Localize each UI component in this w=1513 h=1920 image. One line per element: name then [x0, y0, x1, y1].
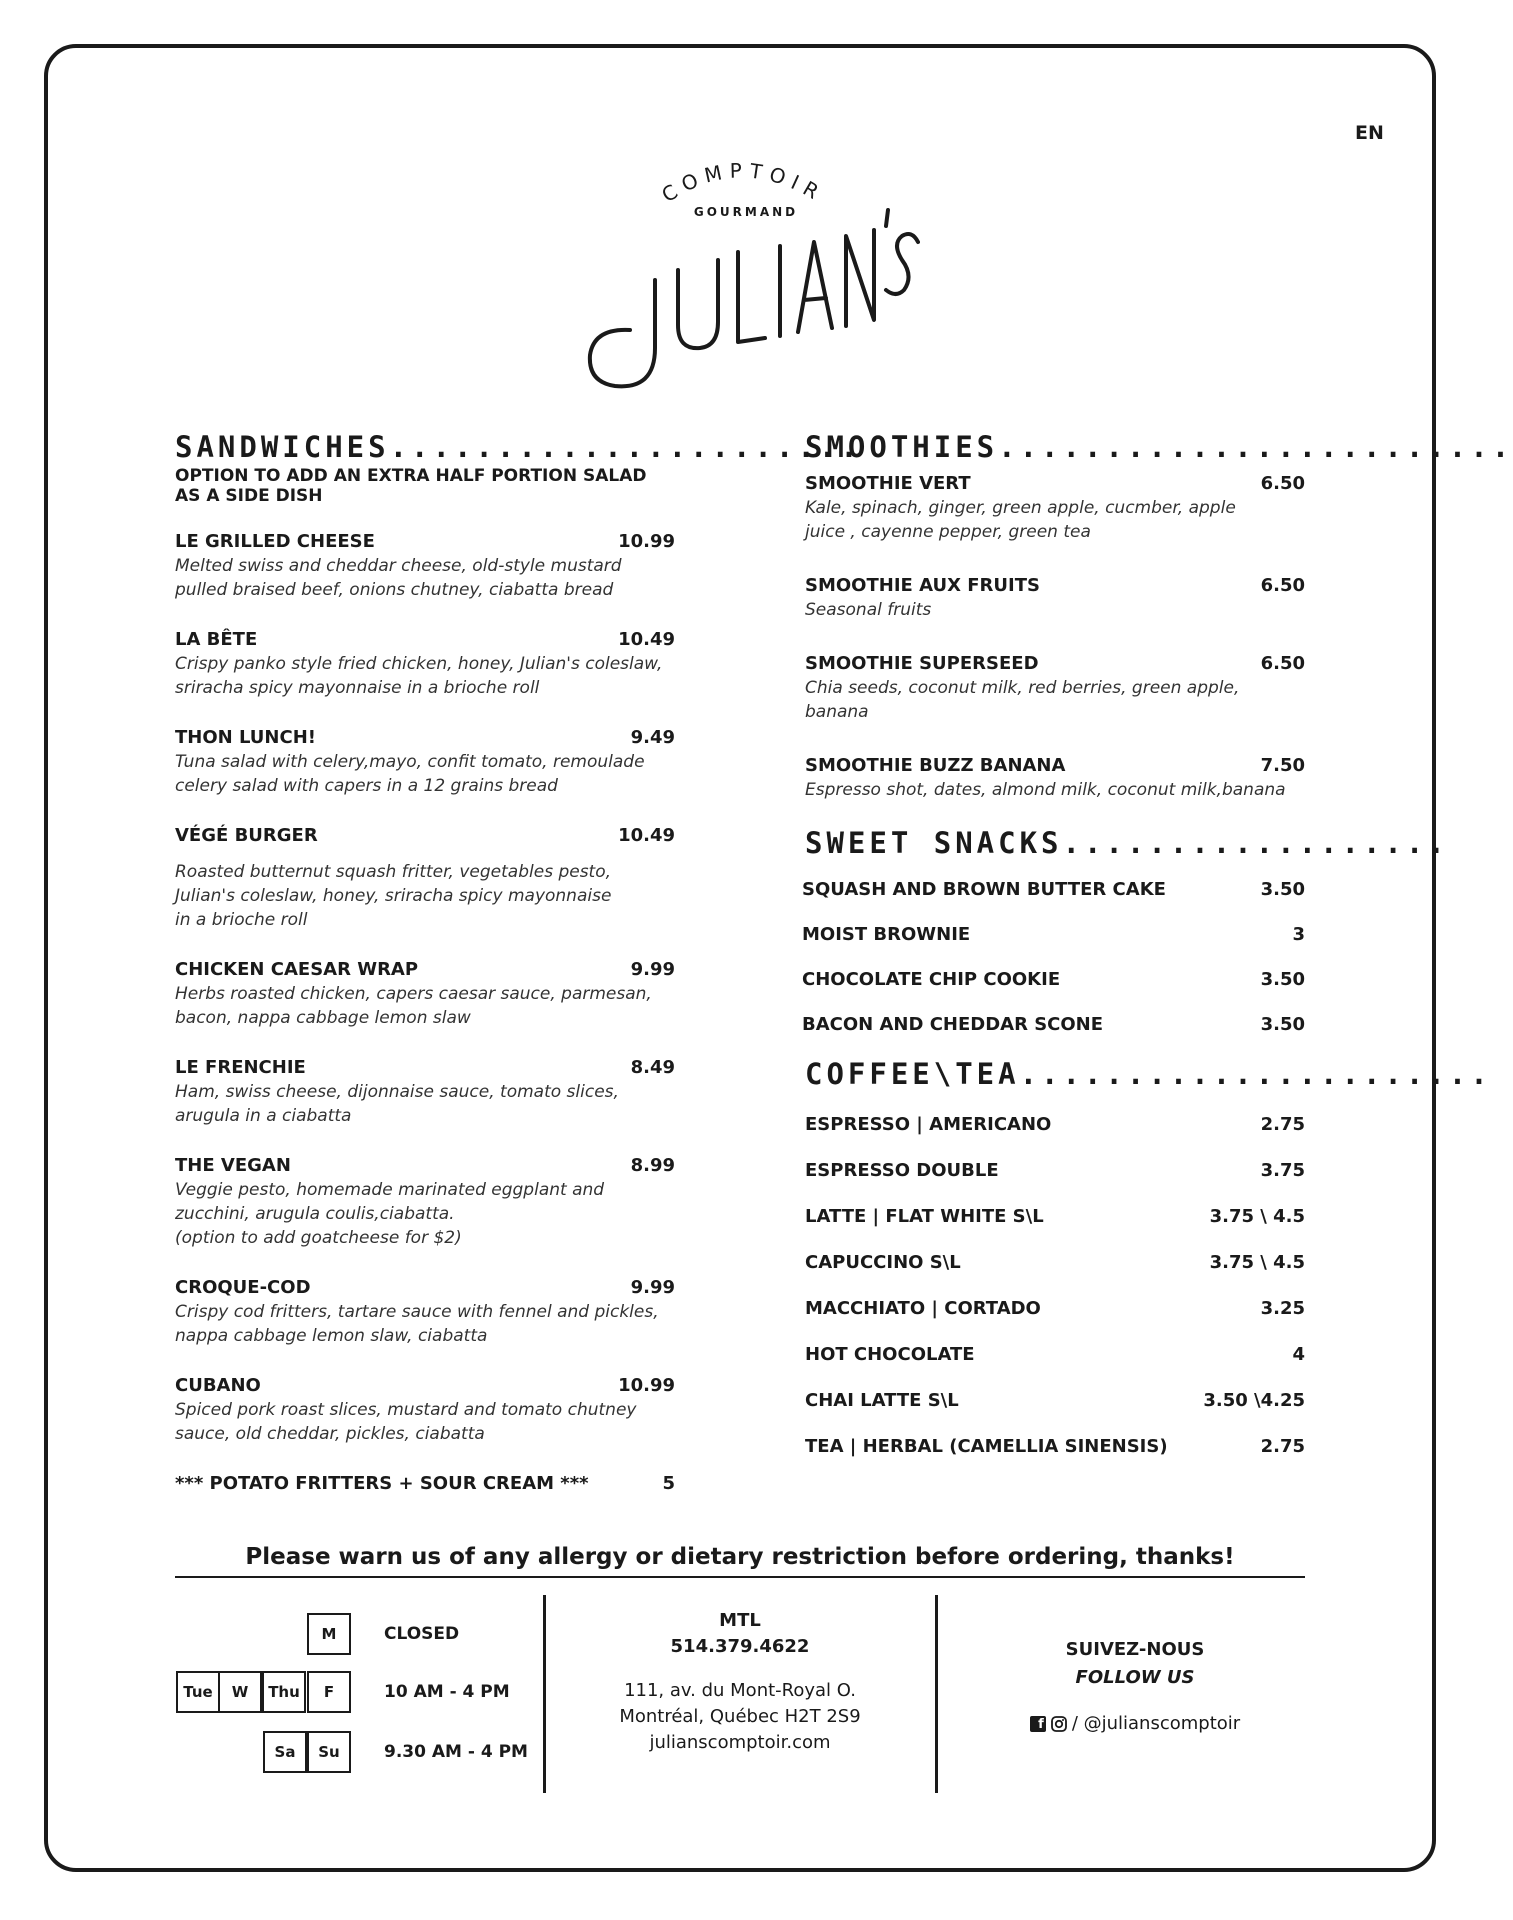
item-description: Melted swiss and cheddar cheese, old-style mustard pulled braised beef, onions chutney, ciabatta bread — [175, 556, 622, 600]
item-description: Ham, swiss cheese, dijonnaise sauce, tomato slices, arugula in a ciabatta — [175, 1082, 619, 1126]
menu-item — [175, 726, 675, 798]
item-price: 6.50 — [1260, 653, 1305, 674]
item-description: Roasted butternut squash fritter, vegetables pesto, Julian's coleslaw, honey, sriracha spicy mayonnaise in a brioche roll — [175, 862, 612, 930]
item-description: Espresso shot, dates, almond milk, coconut milk,banana — [805, 780, 1286, 800]
follow-label-en: FOLLOW US — [1075, 1667, 1195, 1688]
menu-item — [805, 754, 1305, 802]
item-price: 8.49 — [630, 1057, 675, 1078]
menu-item — [802, 923, 1305, 947]
item-name: CHOCOLATE CHIP COOKIE — [802, 969, 1061, 990]
item-name: LE GRILLED CHEESE — [175, 531, 375, 552]
menu-item — [175, 1154, 675, 1250]
item-name: THON LUNCH! — [175, 727, 316, 748]
item-name: MOIST BROWNIE — [802, 924, 971, 945]
menu-item — [175, 530, 675, 602]
sandwiches-note: OPTION TO ADD AN EXTRA HALF PORTION SALAD AS A SIDE DISH — [175, 466, 647, 506]
item-price: 10.49 — [618, 629, 675, 650]
language-label: EN — [1355, 122, 1384, 144]
follow-label-fr: SUIVEZ-NOUS — [1065, 1639, 1205, 1660]
item-price: 3.75 \ 4.5 — [1209, 1206, 1305, 1227]
menu-item — [175, 958, 675, 1030]
item-description: Spiced pork roast slices, mustard and tomato chutney sauce, old cheddar, pickles, ciabatta — [175, 1400, 637, 1444]
allergy-notice: Please warn us of any allergy or dietary restriction before ordering, thanks! — [175, 1540, 1305, 1578]
menu-item — [805, 1389, 1305, 1413]
item-price: 3.25 — [1260, 1298, 1305, 1319]
item-price: 2.75 — [1260, 1436, 1305, 1457]
menu-item — [805, 1159, 1305, 1183]
item-name: HOT CHOCOLATE — [805, 1344, 975, 1365]
item-name: LATTE | FLAT WHITE S\L — [805, 1206, 1044, 1227]
menu-item — [805, 1205, 1305, 1229]
item-name: LE FRENCHIE — [175, 1057, 306, 1078]
item-price: 8.99 — [630, 1155, 675, 1176]
item-price: 7.50 — [1260, 755, 1305, 776]
item-price: 10.49 — [618, 825, 675, 846]
menu-item — [805, 1297, 1305, 1321]
day-monday: M — [307, 1613, 351, 1655]
address-line-2: Montréal, Québec H2T 2S9 — [619, 1706, 861, 1727]
website-link[interactable]: julianscomptoir.com — [649, 1732, 831, 1753]
item-name: *** POTATO FRITTERS + SOUR CREAM *** — [175, 1473, 589, 1494]
day-thursday: Thu — [262, 1671, 306, 1713]
day-saturday: Sa — [263, 1731, 307, 1773]
item-price: 3.50 — [1260, 969, 1305, 990]
instagram-icon[interactable] — [1051, 1716, 1067, 1732]
item-name: SMOOTHIE AUX FRUITS — [805, 575, 1040, 596]
menu-item — [805, 1343, 1305, 1367]
coffee-tea-heading: COFFEE\TEA...................... — [805, 1057, 1492, 1091]
item-price: 10.99 — [618, 531, 675, 552]
item-price: 3.75 — [1260, 1160, 1305, 1181]
menu-item — [175, 1276, 675, 1348]
menu-item — [175, 628, 675, 700]
item-price: 5 — [662, 1473, 675, 1494]
hours-weekend: 9.30 AM - 4 PM — [384, 1742, 528, 1762]
item-price: 6.50 — [1260, 473, 1305, 494]
menu-item — [805, 574, 1305, 622]
svg-text:COMPTOIR — [657, 158, 828, 207]
drinks-snacks-column — [802, 430, 1513, 1459]
hours-weekday: 10 AM - 4 PM — [384, 1682, 510, 1702]
item-name: CHICKEN CAESAR WRAP — [175, 959, 419, 980]
item-name: CUBANO — [175, 1375, 261, 1396]
item-name: VÉGÉ BURGER — [175, 825, 318, 846]
footer-divider — [935, 1595, 938, 1793]
menu-item — [802, 968, 1305, 992]
facebook-icon[interactable]: f — [1030, 1716, 1046, 1732]
item-price: 3.50 — [1260, 1014, 1305, 1035]
item-name: MACCHIATO | CORTADO — [805, 1298, 1041, 1319]
item-price: 3.50 \4.25 — [1203, 1390, 1305, 1411]
sandwiches-section — [175, 430, 862, 1496]
julians-logo — [560, 150, 920, 400]
item-description: Herbs roasted chicken, capers caesar sauce, parmesan, bacon, nappa cabbage lemon slaw — [175, 984, 652, 1028]
menu-item — [805, 472, 1305, 544]
menu-item — [802, 878, 1305, 902]
item-name: THE VEGAN — [175, 1155, 291, 1176]
item-price: 2.75 — [1260, 1114, 1305, 1135]
menu-item — [175, 1472, 675, 1496]
item-description: Kale, spinach, ginger, green apple, cucmber, apple juice , cayenne pepper, green tea — [805, 498, 1236, 542]
sweet-snacks-heading: SWEET SNACKS.................. — [805, 826, 1449, 860]
item-description: Crispy panko style fried chicken, honey, Julian's coleslaw, sriracha spicy mayonnaise in a brioche roll — [175, 654, 663, 698]
item-price: 10.99 — [618, 1375, 675, 1396]
address-line-1: 111, av. du Mont-Royal O. — [624, 1680, 856, 1701]
social-handle[interactable]: / @julianscomptoir — [1071, 1713, 1241, 1734]
follow-block — [960, 1636, 1310, 1738]
menu-item — [175, 824, 675, 932]
logo-gourmand: GOURMAND — [693, 205, 799, 219]
day-friday: F — [307, 1671, 351, 1713]
menu-item — [802, 1013, 1305, 1037]
item-name: CROQUE-COD — [175, 1277, 311, 1298]
menu-item — [805, 1113, 1305, 1137]
item-price: 6.50 — [1260, 575, 1305, 596]
item-description: Crispy cod fritters, tartare sauce with fennel and pickles, nappa cabbage lemon slaw, ciabatta — [175, 1302, 659, 1346]
menu-item — [805, 1251, 1305, 1275]
city: MTL — [719, 1610, 761, 1631]
day-sunday: Su — [307, 1731, 351, 1773]
sandwiches-heading: SANDWICHES...................... — [175, 430, 862, 464]
menu-item — [805, 1435, 1305, 1459]
item-price: 9.99 — [630, 1277, 675, 1298]
item-price: 9.99 — [630, 959, 675, 980]
contact-block — [560, 1608, 920, 1756]
item-name: SMOOTHIE SUPERSEED — [805, 653, 1039, 674]
day-tuesday: Tue — [176, 1671, 220, 1713]
menu-item — [805, 652, 1305, 724]
item-description: Veggie pesto, homemade marinated eggplant and zucchini, arugula coulis,ciabatta. (option to add goatcheese for $2) — [175, 1180, 605, 1248]
item-price: 4 — [1292, 1344, 1305, 1365]
item-price: 9.49 — [630, 727, 675, 748]
item-description: Chia seeds, coconut milk, red berries, green apple, banana — [805, 678, 1240, 722]
item-name: CHAI LATTE S\L — [805, 1390, 959, 1411]
footer-divider — [543, 1595, 546, 1793]
phone-number[interactable]: 514.379.4622 — [670, 1636, 810, 1657]
smoothies-heading: SMOOTHIES........................ — [805, 430, 1513, 464]
hours-closed: CLOSED — [384, 1624, 460, 1644]
item-name: TEA | HERBAL (CAMELLIA SINENSIS) — [805, 1436, 1168, 1457]
item-name: SQUASH AND BROWN BUTTER CAKE — [802, 879, 1166, 900]
menu-item — [175, 1374, 675, 1446]
item-price: 3 — [1292, 924, 1305, 945]
item-name: LA BÊTE — [175, 629, 258, 650]
social-links — [1030, 1710, 1240, 1738]
logo-comptoir: COMPTOIR — [657, 158, 829, 208]
item-price: 3.50 — [1260, 879, 1305, 900]
item-name: SMOOTHIE VERT — [805, 473, 971, 494]
item-description: Tuna salad with celery,mayo, confit tomato, remoulade celery salad with capers in a 12 grains bread — [175, 752, 645, 796]
item-name: ESPRESSO | AMERICANO — [805, 1114, 1052, 1135]
item-name: CAPUCCINO S\L — [805, 1252, 961, 1273]
item-name: BACON AND CHEDDAR SCONE — [802, 1014, 1104, 1035]
item-price: 3.75 \ 4.5 — [1209, 1252, 1305, 1273]
item-description: Seasonal fruits — [805, 600, 932, 620]
item-name: ESPRESSO DOUBLE — [805, 1160, 999, 1181]
day-wednesday: W — [218, 1671, 262, 1713]
item-name: SMOOTHIE BUZZ BANANA — [805, 755, 1066, 776]
menu-item — [175, 1056, 675, 1128]
